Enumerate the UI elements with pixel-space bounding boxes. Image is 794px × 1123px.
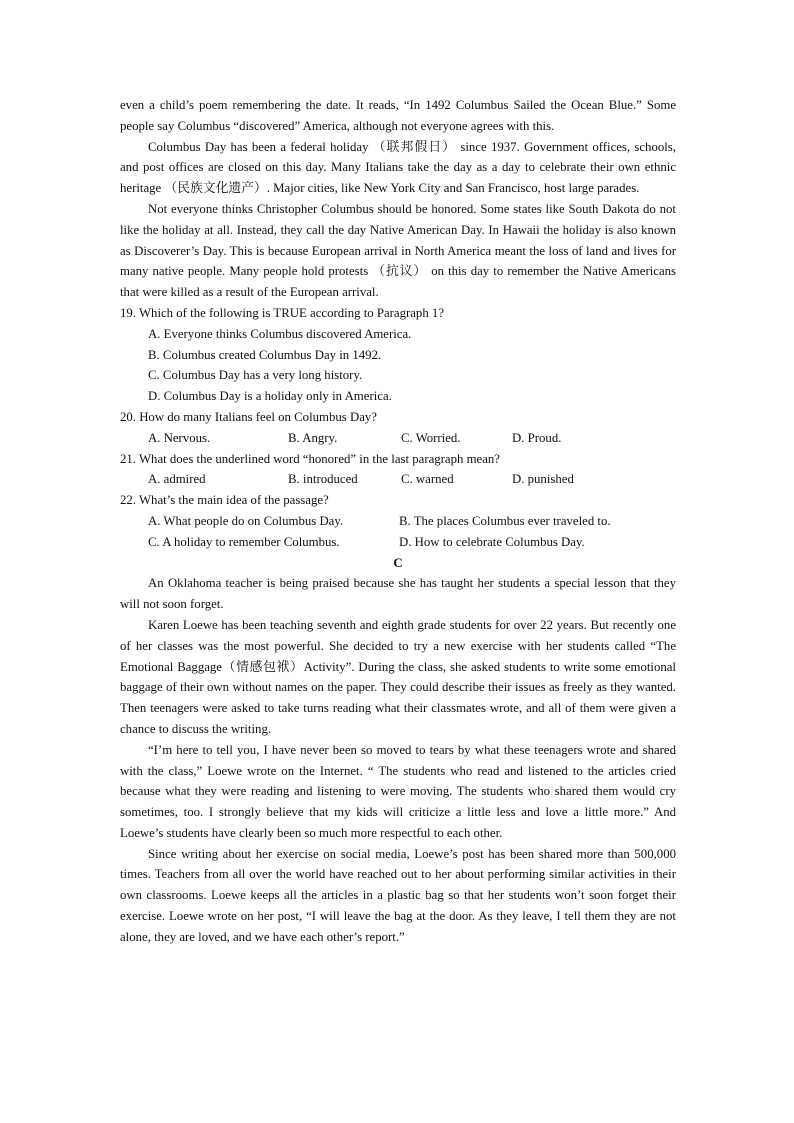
passage-c-paragraph-1: An Oklahoma teacher is being praised because she has taught her students a special lesson that they will not soon forget. — [120, 576, 676, 612]
passage-c-paragraph-4: Since writing about her exercise on social media, Loewe’s post has been shared more than 500,000 times. Teachers from all over the world have reached out to her about performing similar activities in their own classrooms. Loewe keeps all the articles in a plastic bag so that her students won’t soon forget their exercise. Loewe wrote on her post, “I will leave the bag at the door. As they leave, I tell them they are not alone, they are loved, and we have each other’s report.” — [120, 846, 676, 944]
question-22-option-d: D. How to celebrate Columbus Day. — [399, 534, 585, 549]
question-21 — [120, 449, 676, 491]
question-19-option-b: B. Columbus created Columbus Day in 1492. — [148, 347, 382, 362]
question-21-option-c: C. warned — [401, 472, 454, 487]
question-20-stem: 20. How do many Italians feel on Columbus Day? — [120, 409, 377, 424]
question-22-options-row-2 — [120, 532, 676, 553]
question-22-option-b: B. The places Columbus ever traveled to. — [399, 513, 611, 528]
passage-c-paragraph-3: “I’m here to tell you, I have never been so moved to tears by what these teenagers wrote and shared with the class,” Loewe wrote on the Internet. “ The students who read and listened to the articles cried because what they were reading and listening to were moving. The students who shared them would cry sometimes, too. I strongly believe that my kids will criticize a little less and love a little more.” And Loewe’s students have clearly been so much more respectful to each other. — [120, 742, 676, 840]
question-20-option-a: A. Nervous. — [148, 430, 211, 445]
question-19-options — [120, 324, 676, 407]
question-20-option-b: B. Angry. — [288, 430, 338, 445]
question-20-option-c: C. Worried. — [401, 430, 461, 445]
question-20-option-d: D. Proud. — [512, 430, 562, 445]
question-19 — [120, 303, 676, 407]
question-22-stem: 22. What’s the main idea of the passage? — [120, 493, 329, 508]
passage-b-paragraph-3: Not everyone thinks Christopher Columbus should be honored. Some states like South Dakota do not like the holiday at all. Instead, they call the day Native American Day. In Hawaii the holiday is also known as Discoverer’s Day. This is because European arrival in North America meant the loss of land and lives for many native people. Many people hold protests （抗议） on this day to remember the Native Americans that were killed as a result of the European arrival. — [120, 201, 676, 300]
question-19-stem: 19. Which of the following is TRUE according to Paragraph 1? — [120, 305, 444, 320]
question-19-option-a: A. Everyone thinks Columbus discovered America. — [148, 326, 412, 341]
question-19-option-d: D. Columbus Day is a holiday only in America. — [148, 389, 392, 404]
question-21-option-a: A. admired — [148, 472, 206, 487]
question-21-options — [120, 469, 676, 490]
passage-b-paragraph-1-tail: even a child’s poem remembering the date. It reads, “In 1492 Columbus Sailed the Ocean Blue.” Some people say Columbus “discovered” America, although not everyone agrees with this. — [120, 98, 676, 133]
question-22-option-c: C. A holiday to remember Columbus. — [148, 534, 340, 549]
question-20-options — [120, 428, 676, 449]
question-22-option-a: A. What people do on Columbus Day. — [148, 513, 344, 528]
document-page — [120, 95, 676, 948]
passage-c-paragraph-2: Karen Loewe has been teaching seventh and eighth grade students for over 22 years. But recently one of her classes was the most powerful. She decided to try a new exercise with her students called “The Emotional Baggage（情感包袱）Activity”. During the class, she asked students to write some emotional baggage of their own without names on the paper. They could describe their issues as freely as they wanted. Then teenagers were asked to take turns reading what their classmates wrote, and all of them were given a chance to discuss the writing. — [120, 617, 676, 736]
question-21-option-b: B. introduced — [288, 472, 358, 487]
question-20 — [120, 407, 676, 449]
question-19-option-c: C. Columbus Day has a very long history. — [148, 368, 363, 383]
question-21-option-d: D. punished — [512, 472, 574, 487]
question-22 — [120, 490, 676, 552]
passage-c-title: C — [393, 555, 403, 570]
question-22-options-row-1 — [120, 511, 676, 532]
passage-b-paragraph-2: Columbus Day has been a federal holiday （联邦假日） since 1937. Government offices, schools, and post offices are closed on this day. Many Italians take the day as a day to celebrate their own ethnic heritage （民族文化遗产）. Major cities, like New York City and San Francisco, host large parades. — [120, 139, 676, 196]
question-21-stem: 21. What does the underlined word “honored” in the last paragraph mean? — [120, 451, 500, 466]
